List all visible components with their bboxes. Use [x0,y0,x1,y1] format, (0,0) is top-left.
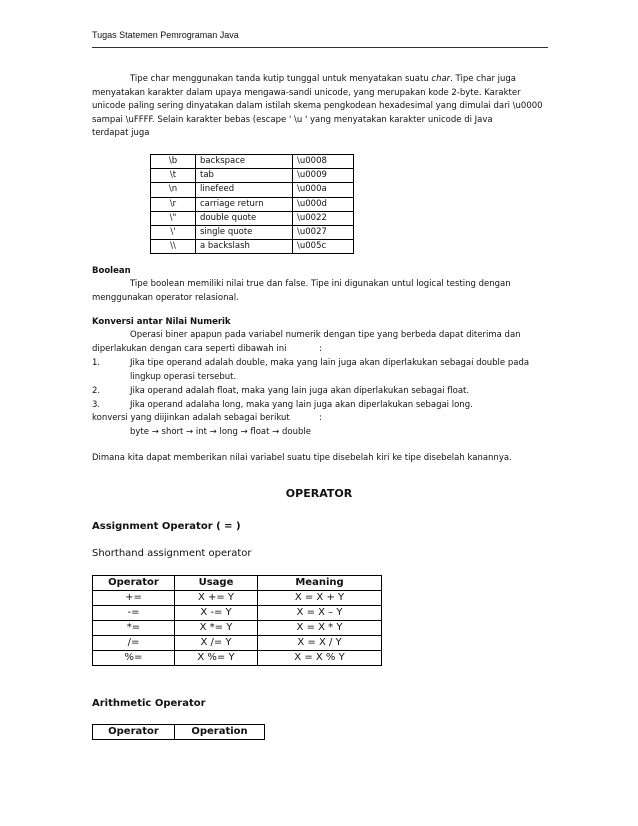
char-emphasis: char [431,74,451,84]
table-row [151,197,354,211]
meaning-cell: X = X – Y [258,606,382,621]
operator-heading: OPERATOR [285,487,353,500]
konversi-colon: : [319,343,322,354]
char-line-2: menyatakan karakter dalam upaya mengawa-sandi unicode, yang merupakan kode 2-byte. Karakter [92,87,521,98]
table-row [151,240,354,254]
escape-code: \r [151,197,196,211]
escape-code: \\ [151,240,196,254]
escape-unicode: \u0008 [293,155,354,169]
char-line-3: unicode paling sering dinyatakan dalam istilah skema pengkodean hexadesimal yang dimulai dari \u0000 [92,101,543,112]
konversi-paragraph [92,329,546,356]
list-text: Jika operand adalah float, maka yang lain juga akan diperlakukan sebagai float. [130,386,470,396]
escape-desc: backspace [196,155,293,169]
table-row [151,211,354,225]
escape-desc: tab [196,169,293,183]
list-number: 3. [92,400,101,410]
escape-code: \' [151,225,196,239]
list-number: 1. [92,358,101,368]
konversi-line-1: Operasi biner apapun pada variabel numerik dengan tipe yang berbeda dapat diterima dan [130,330,521,340]
list-number: 2. [92,386,101,396]
assignment-table [92,575,382,666]
escape-unicode: \u000d [293,197,354,211]
konversi-line-2-text: diperlakukan dengan cara seperti dibawah ini [92,343,287,354]
assignment-subtitle: Shorthand assignment operator [92,548,252,559]
assignment-title: Assignment Operator ( = ) [92,521,241,532]
escape-desc: double quote [196,211,293,225]
list-text: Jika operand adalaha long, maka yang lain juga akan diperlakukan sebagai long. [130,400,473,410]
conversion-colon: : [319,413,322,423]
escape-unicode: \u005c [293,240,354,254]
arithmetic-table [92,724,265,740]
operator-cell: /= [93,636,175,651]
konversi-closing: Dimana kita dapat memberikan nilai variabel suatu tipe disebelah kiri ke tipe disebelah kanannya. [92,453,512,463]
column-header-usage: Usage [175,576,258,591]
table-row [151,169,354,183]
column-header-operator: Operator [93,576,175,591]
boolean-line-2: menggunakan operator relasional. [92,292,239,303]
escape-table [150,154,354,254]
char-paragraph [92,73,546,141]
escape-unicode: \u0022 [293,211,354,225]
escape-code: \" [151,211,196,225]
table-row [93,636,382,651]
list-text: lingkup operasi tersebut. [130,372,237,382]
column-header-operation: Operation [175,725,265,740]
usage-cell: X %= Y [175,651,258,666]
char-line-1 [92,73,546,87]
escape-desc: single quote [196,225,293,239]
operator-cell: += [93,591,175,606]
escape-unicode: \u0027 [293,225,354,239]
conversion-label-line [92,412,546,426]
escape-desc: carriage return [196,197,293,211]
table-row [151,183,354,197]
conversion-sequence-line [92,426,546,440]
usage-cell: X -= Y [175,606,258,621]
escape-desc: linefeed [196,183,293,197]
konversi-line-2 [92,343,546,357]
page-header: Tugas Statemen Pemrograman Java [92,30,239,40]
list-item [92,385,546,399]
conversion-sequence: byte → short → int → long → float → double [130,427,311,437]
operator-cell: *= [93,621,175,636]
arithmetic-title: Arithmetic Operator [92,698,206,709]
operator-cell: -= [93,606,175,621]
meaning-cell: X = X + Y [258,591,382,606]
meaning-cell: X = X / Y [258,636,382,651]
column-header-meaning: Meaning [258,576,382,591]
table-row [93,591,382,606]
list-item [92,399,546,413]
table-row [93,651,382,666]
list-text: Jika tipe operand adalah double, maka yang lain juga akan diperlakukan sebagai double pada [130,358,530,368]
table-header-row [93,725,265,740]
meaning-cell: X = X % Y [258,651,382,666]
meaning-cell: X = X * Y [258,621,382,636]
table-row [151,225,354,239]
usage-cell: X /= Y [175,636,258,651]
char-line-1-end: . Tipe char juga [450,74,516,84]
list-item-continued [92,371,546,385]
conversion-label: konversi yang diijinkan adalah sebagai berikut [92,413,290,423]
escape-code: \t [151,169,196,183]
boolean-paragraph [92,278,546,305]
escape-code: \n [151,183,196,197]
char-line-5: terdapat juga [92,128,150,139]
boolean-title: Boolean [92,266,131,276]
escape-desc: a backslash [196,240,293,254]
table-row [93,621,382,636]
list-item [92,357,546,371]
char-line-4: sampai \uFFFF. Selain karakter bebas (escape ' \u ' yang menyatakan karakter unicode di Java [92,114,493,125]
table-row [151,155,354,169]
escape-code: \b [151,155,196,169]
table-row [93,606,382,621]
usage-cell: X += Y [175,591,258,606]
konversi-title: Konversi antar Nilai Numerik [92,317,231,327]
operator-cell: %= [93,651,175,666]
header-divider [92,47,548,48]
usage-cell: X *= Y [175,621,258,636]
table-header-row [93,576,382,591]
column-header-operator: Operator [93,725,175,740]
escape-unicode: \u000a [293,183,354,197]
char-line-1-text: Tipe char menggunakan tanda kutip tunggal untuk menyatakan suatu [130,74,429,84]
escape-unicode: \u0009 [293,169,354,183]
boolean-line-1: Tipe boolean memiliki nilai true dan false. Tipe ini digunakan untul logical testing dengan [130,279,511,289]
